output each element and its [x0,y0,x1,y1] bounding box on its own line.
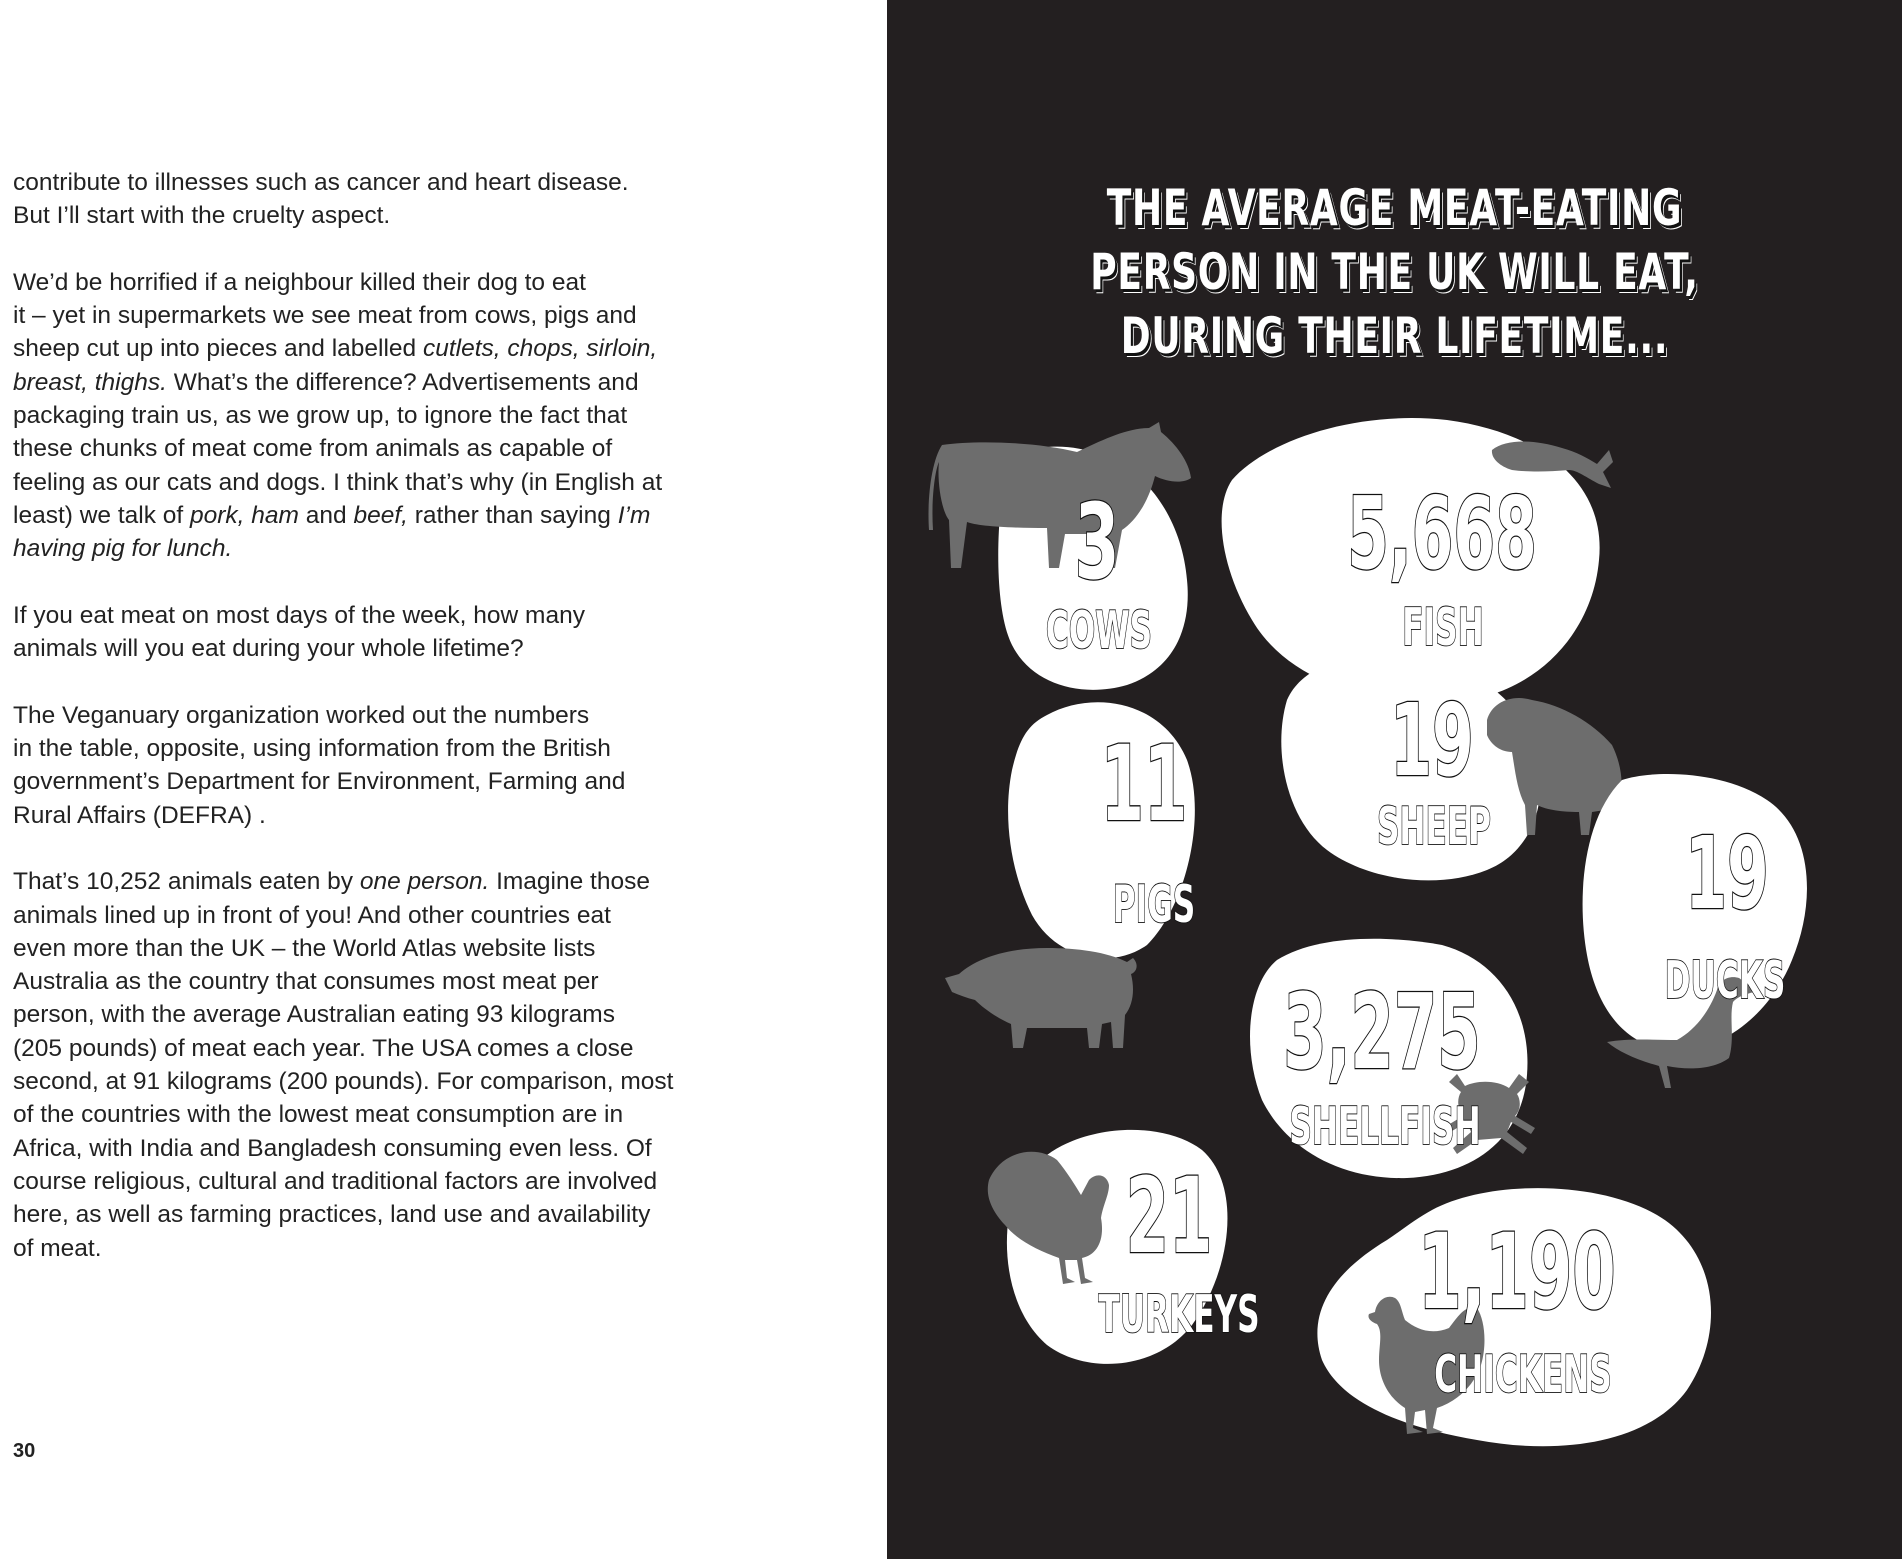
stat-label: CHICKENS [1434,1344,1612,1406]
text-run: Australia as the country that consumes most meat per [13,968,599,996]
italic-text: cutlets, chops, sirloin, [423,335,658,363]
stat-label: SHELLFISH [1289,1096,1481,1158]
left-page [0,0,887,1559]
text-line [13,732,713,765]
italic-text: pork, ham [190,501,299,529]
paragraph [13,266,713,566]
text-line [13,466,713,499]
stat-pigs [945,702,1195,1048]
text-line [13,998,713,1031]
text-line [13,1132,713,1165]
text-run: feeling as our cats and dogs. I think that’s why (in English at [13,468,663,496]
text-line [13,1065,713,1098]
stat-turkeys [988,1130,1260,1364]
paragraph [13,599,713,666]
stat-ducks [1583,774,1807,1088]
text-line [13,332,713,365]
headline-line: PERSON IN THE UK WILL EAT, [1090,243,1699,301]
text-line [13,599,713,632]
stat-shellfish [1250,939,1535,1178]
stat-sheep [1281,654,1621,880]
stat-number: 21 [1125,1156,1213,1278]
stat-number: 19 [1685,815,1769,933]
text-run: We’d be horrified if a neighbour killed their dog to eat [13,268,586,296]
text-run: animals lined up in front of you! And other countries eat [13,901,611,929]
text-line [13,1198,713,1231]
italic-text: beef, [353,501,408,529]
stat-number: 3 [1074,483,1120,604]
text-line [13,699,713,732]
stat-number: 3,275 [1283,972,1481,1094]
text-run: What’s the difference? Advertisements and [166,368,639,396]
text-line [13,499,713,532]
text-run: animals will you eat during your whole lifetime? [13,635,524,663]
stat-number: 19 [1390,682,1474,800]
text-run: government’s Department for Environment, Farming and [13,768,626,796]
headline-line: THE AVERAGE MEAT-EATING [1106,179,1683,237]
page-number: 30 [13,1440,36,1462]
stat-label: DUCKS [1664,950,1786,1012]
text-run: That’s 10,252 animals eaten by [13,868,360,896]
text-line [13,865,713,898]
paragraph [13,865,713,1265]
text-run: Rural Affairs (DEFRA) . [13,801,266,829]
text-run: sheep cut up into pieces and labelled [13,335,423,363]
text-run: contribute to illnesses such as cancer and heart disease. [13,169,629,196]
text-run: course religious, cultural and traditional factors are involved [13,1167,658,1195]
text-run: it – yet in supermarkets we see meat from cows, pigs and [13,302,637,330]
text-line [13,1032,713,1065]
text-line [13,166,713,199]
text-line [13,965,713,998]
italic-text: having pig for lunch. [13,535,233,563]
italic-text: breast, thighs. [13,368,167,396]
text-line [13,432,713,465]
text-run: Africa, with India and Bangladesh consuming even less. Of [13,1134,652,1162]
text-run: these chunks of meat come from animals as capable of [13,435,613,463]
text-line [13,366,713,399]
text-run: packaging train us, as we grow up, to ignore the fact that [13,402,628,430]
stat-number: 11 [1100,724,1188,846]
text-run: of the countries with the lowest meat consumption are in [13,1101,624,1129]
text-line [13,1165,713,1198]
text-line [13,632,713,665]
text-run: and [298,501,354,529]
paragraph [13,699,713,832]
text-line [13,199,713,232]
text-run: Imagine those [489,868,650,896]
stat-label: FISH [1402,597,1484,659]
stat-label: COWS [1045,600,1153,662]
text-run: rather than saying [407,501,618,529]
text-run: If you eat meat on most days of the week, how many [13,601,585,629]
stat-number: 1,190 [1418,1212,1616,1334]
text-run: But I’ll start with the cruelty aspect. [13,202,391,230]
pig-icon [945,948,1137,1048]
text-run: The Veganuary organization worked out the numbers [13,701,590,729]
text-line [13,532,713,565]
text-line [13,899,713,932]
text-run: second, at 91 kilograms (200 pounds). For comparison, most [13,1068,674,1096]
text-line [13,299,713,332]
headline-line: DURING THEIR LIFETIME... [1120,307,1669,365]
stat-label: SHEEP [1376,796,1492,858]
infographic-panel [887,0,1902,1559]
text-run: of meat. [13,1234,102,1262]
text-run: least) we talk of [13,501,191,529]
text-run: in the table, opposite, using information from the British [13,735,611,763]
text-run: person, with the average Australian eating 93 kilograms [13,1001,615,1029]
text-line [13,1098,713,1131]
stat-number: 5,668 [1347,475,1537,593]
stats-graphic [887,0,1902,1559]
stat-label: TURKEYS [1098,1284,1260,1346]
body-text [13,166,713,1298]
stat-cows [929,422,1191,690]
italic-text: I’m [617,501,651,529]
text-line [13,1232,713,1265]
italic-text: one person. [359,868,490,896]
stat-label: PIGS [1112,874,1196,936]
text-line [13,799,713,832]
text-line [13,932,713,965]
text-line [13,399,713,432]
text-run: even more than the UK – the World Atlas website lists [13,934,596,962]
paragraph [13,166,713,233]
text-run: here, as well as farming practices, land use and availability [13,1201,651,1229]
stat-chickens [1317,1188,1711,1446]
text-line [13,765,713,798]
text-run: (205 pounds) of meat each year. The USA comes a close [13,1034,634,1062]
text-line [13,266,713,299]
